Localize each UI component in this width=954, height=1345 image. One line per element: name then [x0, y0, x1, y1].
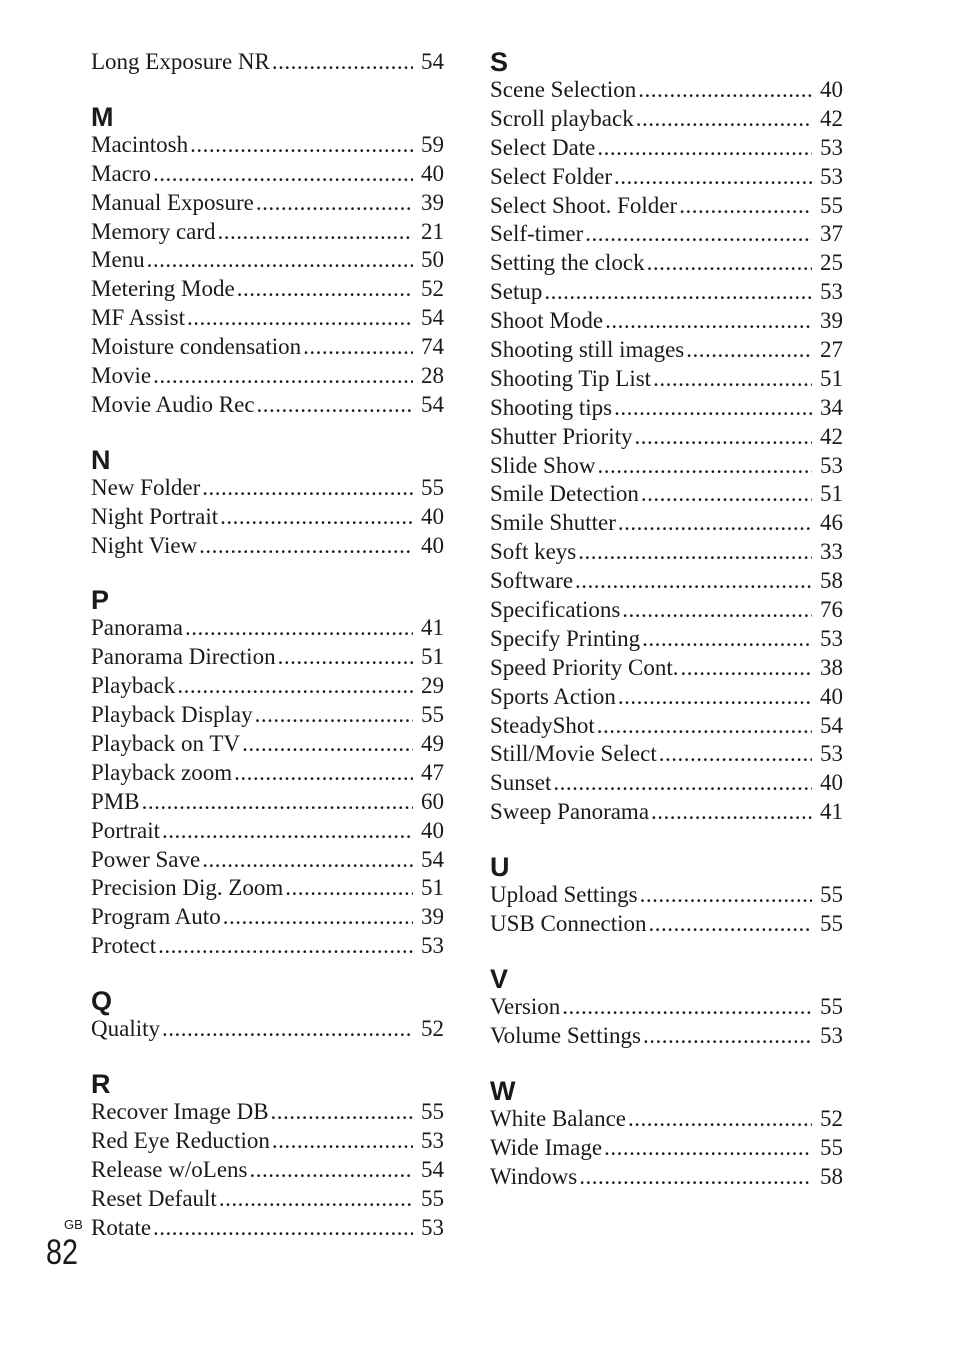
entry-term: Macintosh [91, 131, 189, 157]
index-entry [91, 788, 444, 817]
entry-term: Scroll playback [490, 105, 634, 131]
dot-leader [618, 509, 812, 538]
index-entry [490, 192, 843, 221]
index-entry [91, 1214, 444, 1243]
dot-leader [158, 932, 413, 961]
entry-page-number: 40 [421, 817, 444, 843]
entry-page-number: 53 [820, 163, 843, 189]
index-entry [490, 134, 843, 163]
dot-leader [585, 220, 812, 249]
entry-page-number: 54 [421, 1156, 444, 1182]
index-section-continued [91, 48, 444, 77]
entry-term: Sweep Panorama [490, 799, 650, 825]
entry-term: Panorama [91, 615, 183, 641]
entry-term: Specifications [490, 597, 621, 623]
entry-term: Manual Exposure [91, 189, 254, 215]
entry-page-number: 52 [421, 1016, 444, 1042]
entry-term: Recover Image DB [91, 1099, 269, 1125]
entry-term: Panorama Direction [91, 644, 276, 670]
entry-term: Power Save [91, 846, 201, 872]
index-entry [91, 474, 444, 503]
entry-term: Metering Mode [91, 276, 235, 302]
entry-term: Scene Selection [490, 77, 637, 102]
section-letter: V [490, 963, 509, 994]
entry-term: Portrait [91, 817, 160, 843]
dot-leader [202, 846, 413, 875]
entry-page-number: 40 [820, 683, 843, 709]
entry-page-number: 38 [820, 654, 843, 680]
entry-term: Movie Audio Rec [91, 391, 255, 417]
entry-term: MF Assist [91, 305, 185, 331]
entry-term: Soft keys [490, 539, 577, 565]
index-section-n [91, 446, 444, 561]
dot-leader [640, 881, 812, 910]
entry-term: Macro [91, 160, 152, 186]
entry-term: Software [490, 568, 574, 594]
entry-page-number: 53 [820, 741, 843, 767]
section-letter: W [490, 1075, 516, 1106]
index-entry [490, 423, 843, 452]
index-entry [490, 740, 843, 769]
entry-term: Select Date [490, 134, 596, 160]
index-entry [490, 509, 843, 538]
dot-leader [271, 1098, 413, 1127]
entry-page-number: 54 [820, 712, 843, 738]
entry-term: Playback zoom [91, 759, 233, 785]
dot-leader [641, 480, 812, 509]
index-entry [91, 874, 444, 903]
index-entry [490, 480, 843, 509]
index-entry [490, 105, 843, 134]
dot-leader [199, 532, 413, 561]
entry-term: Night View [91, 532, 198, 558]
section-letter: M [91, 101, 114, 132]
dot-leader [634, 423, 812, 452]
entry-term: Movie [91, 363, 152, 389]
entry-term: New Folder [91, 474, 201, 500]
entry-page-number: 55 [820, 993, 843, 1019]
index-entry [91, 817, 444, 846]
entry-page-number: 42 [820, 105, 843, 131]
dot-leader [578, 538, 812, 567]
index-entry [91, 759, 444, 788]
dot-leader [242, 730, 413, 759]
index-entry [490, 683, 843, 712]
entry-term: SteadyShot [490, 712, 595, 738]
index-entry [490, 881, 843, 910]
entry-term: USB Connection [490, 911, 647, 937]
entry-page-number: 55 [421, 1185, 444, 1211]
entry-term: Moisture condensation [91, 334, 302, 360]
index-entry [91, 362, 444, 391]
dot-leader [597, 452, 812, 481]
index-entry [490, 394, 843, 423]
index-entry [490, 910, 843, 939]
entry-page-number: 55 [820, 911, 843, 937]
entry-term: Specify Printing [490, 625, 641, 651]
entry-term: Release w/oLens [91, 1156, 248, 1182]
index-entry [91, 672, 444, 701]
entry-term: Playback [91, 673, 176, 699]
dot-leader [614, 163, 812, 192]
entry-page-number: 34 [820, 394, 843, 420]
entry-page-number: 46 [820, 510, 843, 536]
index-entry [490, 249, 843, 278]
entry-term: Volume Settings [490, 1022, 642, 1048]
entry-page-number: 51 [421, 644, 444, 670]
index-entry [490, 798, 843, 827]
entry-page-number: 41 [820, 799, 843, 825]
index-entry [91, 275, 444, 304]
index-entry [91, 1156, 444, 1185]
entry-page-number: 54 [421, 49, 444, 74]
index-entry [490, 1134, 843, 1163]
entry-page-number: 41 [421, 615, 444, 641]
entry-term: Memory card [91, 218, 216, 244]
entry-term: Smile Shutter [490, 510, 616, 536]
index-entry [490, 1105, 843, 1134]
section-letter: U [490, 852, 510, 883]
index-entry [490, 278, 843, 307]
entry-page-number: 74 [421, 334, 444, 360]
dot-leader [597, 712, 812, 741]
dot-leader [544, 278, 812, 307]
index-section-w [490, 1077, 843, 1192]
index-entry [490, 1022, 843, 1051]
index-entry [490, 596, 843, 625]
dot-leader [643, 1022, 812, 1051]
entry-term: Smile Detection [490, 481, 639, 507]
dot-leader [153, 1214, 413, 1243]
entry-page-number: 58 [820, 568, 843, 594]
dot-leader [653, 365, 812, 394]
entry-page-number: 51 [421, 875, 444, 901]
entry-page-number: 27 [820, 337, 843, 363]
region-code: GB [64, 1217, 83, 1232]
dot-leader [256, 189, 413, 218]
dot-leader [636, 105, 812, 134]
index-section-r [91, 1070, 444, 1242]
entry-term: Night Portrait [91, 503, 219, 529]
index-entry [91, 532, 444, 561]
index-entry [91, 160, 444, 189]
dot-leader [202, 474, 413, 503]
index-entry [490, 993, 843, 1022]
dot-leader [649, 910, 812, 939]
entry-page-number: 25 [820, 250, 843, 276]
page-number: 82 [46, 1233, 78, 1272]
entry-term: Select Shoot. Folder [490, 192, 678, 218]
dot-leader [153, 362, 413, 391]
entry-page-number: 33 [820, 539, 843, 565]
dot-leader [255, 701, 413, 730]
entry-page-number: 55 [421, 474, 444, 500]
index-entry [91, 1098, 444, 1127]
index-entry [490, 625, 843, 654]
entry-page-number: 40 [421, 532, 444, 558]
dot-leader [618, 683, 812, 712]
index-entry [91, 1015, 444, 1044]
index-entry [91, 503, 444, 532]
entry-term: Version [490, 993, 561, 1019]
entry-term: Windows [490, 1163, 578, 1189]
entry-term: Shooting Tip List [490, 365, 652, 391]
index-entry [91, 246, 444, 275]
entry-page-number: 37 [820, 221, 843, 247]
dot-leader [628, 1105, 812, 1134]
entry-page-number: 54 [421, 305, 444, 331]
entry-page-number: 53 [820, 452, 843, 478]
entry-term: Self-timer [490, 221, 584, 247]
dot-leader [622, 596, 812, 625]
entry-page-number: 55 [820, 192, 843, 218]
entry-page-number: 53 [421, 933, 444, 959]
dot-leader [680, 654, 812, 683]
dot-leader [272, 48, 413, 77]
entry-page-number: 40 [820, 77, 843, 102]
entry-page-number: 52 [421, 276, 444, 302]
entry-page-number: 54 [421, 391, 444, 417]
dot-leader [285, 874, 413, 903]
dot-leader [257, 391, 413, 420]
index-section-u [490, 853, 843, 939]
index-entry [490, 769, 843, 798]
entry-term: Long Exposure NR [91, 49, 270, 74]
entry-page-number: 59 [421, 131, 444, 157]
index-entry [490, 220, 843, 249]
index-entry [91, 932, 444, 961]
index-entry [91, 730, 444, 759]
dot-leader [553, 769, 812, 798]
entry-page-number: 55 [820, 1134, 843, 1160]
dot-leader [638, 76, 812, 105]
dot-leader [679, 192, 812, 221]
index-entry [490, 452, 843, 481]
entry-term: Setting the clock [490, 250, 645, 276]
entry-page-number: 52 [820, 1105, 843, 1131]
entry-term: Program Auto [91, 904, 221, 930]
dot-leader [614, 394, 812, 423]
index-entry [490, 336, 843, 365]
section-letter: S [490, 47, 509, 77]
index-entry [91, 614, 444, 643]
index-entry [490, 567, 843, 596]
entry-page-number: 28 [421, 363, 444, 389]
entry-page-number: 50 [421, 247, 444, 273]
entry-term: Reset Default [91, 1185, 217, 1211]
dot-leader [185, 614, 413, 643]
dot-leader [187, 304, 413, 333]
entry-term: Still/Movie Select [490, 741, 657, 767]
entry-term: Rotate [91, 1214, 152, 1240]
section-letter: N [91, 444, 111, 475]
entry-page-number: 49 [421, 731, 444, 757]
entry-page-number: 21 [421, 218, 444, 244]
index-entry [91, 333, 444, 362]
dot-leader [278, 643, 413, 672]
entry-term: Red Eye Reduction [91, 1127, 270, 1153]
index-section-v [490, 965, 843, 1051]
dot-leader [642, 625, 812, 654]
entry-term: Setup [490, 279, 543, 305]
dot-leader [249, 1156, 413, 1185]
dot-leader [147, 246, 413, 275]
entry-page-number: 42 [820, 423, 843, 449]
dot-leader [177, 672, 413, 701]
entry-term: Playback Display [91, 702, 253, 728]
index-entry [91, 48, 444, 77]
dot-leader [604, 1134, 812, 1163]
dot-leader [190, 131, 413, 160]
index-entry [91, 1185, 444, 1214]
dot-leader [575, 567, 812, 596]
entry-page-number: 58 [820, 1163, 843, 1189]
entry-term: Shooting still images [490, 337, 685, 363]
index-entry [490, 76, 843, 105]
index-section-m [91, 103, 444, 420]
dot-leader [218, 218, 413, 247]
index-entry [490, 163, 843, 192]
index-entry [490, 307, 843, 336]
dot-leader [647, 249, 812, 278]
index-entry [91, 189, 444, 218]
entry-page-number: 55 [820, 882, 843, 908]
dot-leader [153, 160, 413, 189]
entry-page-number: 53 [820, 134, 843, 160]
index-entry [490, 538, 843, 567]
entry-term: Shoot Mode [490, 308, 604, 334]
entry-term: Upload Settings [490, 882, 638, 908]
dot-leader [162, 817, 413, 846]
dot-leader [223, 903, 413, 932]
entry-page-number: 54 [421, 846, 444, 872]
section-letter: P [91, 585, 110, 616]
index-entry [490, 712, 843, 741]
index-entry [91, 1127, 444, 1156]
entry-page-number: 76 [820, 597, 843, 623]
entry-page-number: 51 [820, 481, 843, 507]
dot-leader [219, 1185, 413, 1214]
entry-page-number: 51 [820, 365, 843, 391]
entry-page-number: 53 [421, 1214, 444, 1240]
index-entry [91, 846, 444, 875]
entry-term: Playback on TV [91, 731, 241, 757]
index-column-left [91, 48, 444, 1243]
entry-page-number: 39 [820, 308, 843, 334]
entry-term: Quality [91, 1016, 160, 1042]
entry-page-number: 53 [820, 1022, 843, 1048]
index-section-s [490, 48, 843, 827]
index-entry [91, 701, 444, 730]
dot-leader [142, 788, 413, 817]
entry-term: Menu [91, 247, 145, 273]
entry-page-number: 47 [421, 759, 444, 785]
index-entry [490, 654, 843, 683]
entry-term: Wide Image [490, 1134, 603, 1160]
entry-page-number: 29 [421, 673, 444, 699]
section-letter: R [91, 1069, 111, 1100]
dot-leader [579, 1163, 812, 1192]
entry-term: PMB [91, 788, 140, 814]
index-entry [91, 643, 444, 672]
entry-page-number: 60 [421, 788, 444, 814]
index-entry [490, 1163, 843, 1192]
entry-page-number: 55 [421, 702, 444, 728]
entry-term: Sports Action [490, 683, 616, 709]
index-entry [91, 304, 444, 333]
dot-leader [659, 740, 812, 769]
index-entry [91, 903, 444, 932]
index-entry [91, 391, 444, 420]
entry-term: Precision Dig. Zoom [91, 875, 284, 901]
entry-page-number: 53 [820, 279, 843, 305]
entry-page-number: 53 [820, 625, 843, 651]
entry-term: Select Folder [490, 163, 612, 189]
dot-leader [303, 333, 413, 362]
index-entry [91, 218, 444, 247]
entry-page-number: 39 [421, 904, 444, 930]
entry-term: Protect [91, 933, 157, 959]
entry-page-number: 40 [421, 160, 444, 186]
dot-leader [234, 759, 413, 788]
dot-leader [651, 798, 812, 827]
entry-term: Speed Priority Cont. [490, 654, 679, 680]
entry-page-number: 40 [421, 503, 444, 529]
dot-leader [237, 275, 413, 304]
dot-leader [597, 134, 812, 163]
entry-term: Shooting tips [490, 394, 613, 420]
dot-leader [686, 336, 812, 365]
section-letter: Q [91, 986, 113, 1017]
index-entry [490, 365, 843, 394]
entry-page-number: 55 [421, 1099, 444, 1125]
entry-page-number: 53 [421, 1127, 444, 1153]
index-entry [91, 131, 444, 160]
dot-leader [562, 993, 812, 1022]
entry-term: White Balance [490, 1105, 627, 1131]
dot-leader [605, 307, 812, 336]
entry-page-number: 39 [421, 189, 444, 215]
dot-leader [220, 503, 413, 532]
entry-term: Slide Show [490, 452, 596, 478]
index-section-p [91, 586, 444, 961]
entry-term: Sunset [490, 770, 552, 796]
entry-page-number: 40 [820, 770, 843, 796]
index-column-right [490, 48, 843, 1191]
dot-leader [162, 1015, 413, 1044]
dot-leader [272, 1127, 413, 1156]
index-section-q [91, 987, 444, 1044]
entry-term: Shutter Priority [490, 423, 633, 449]
